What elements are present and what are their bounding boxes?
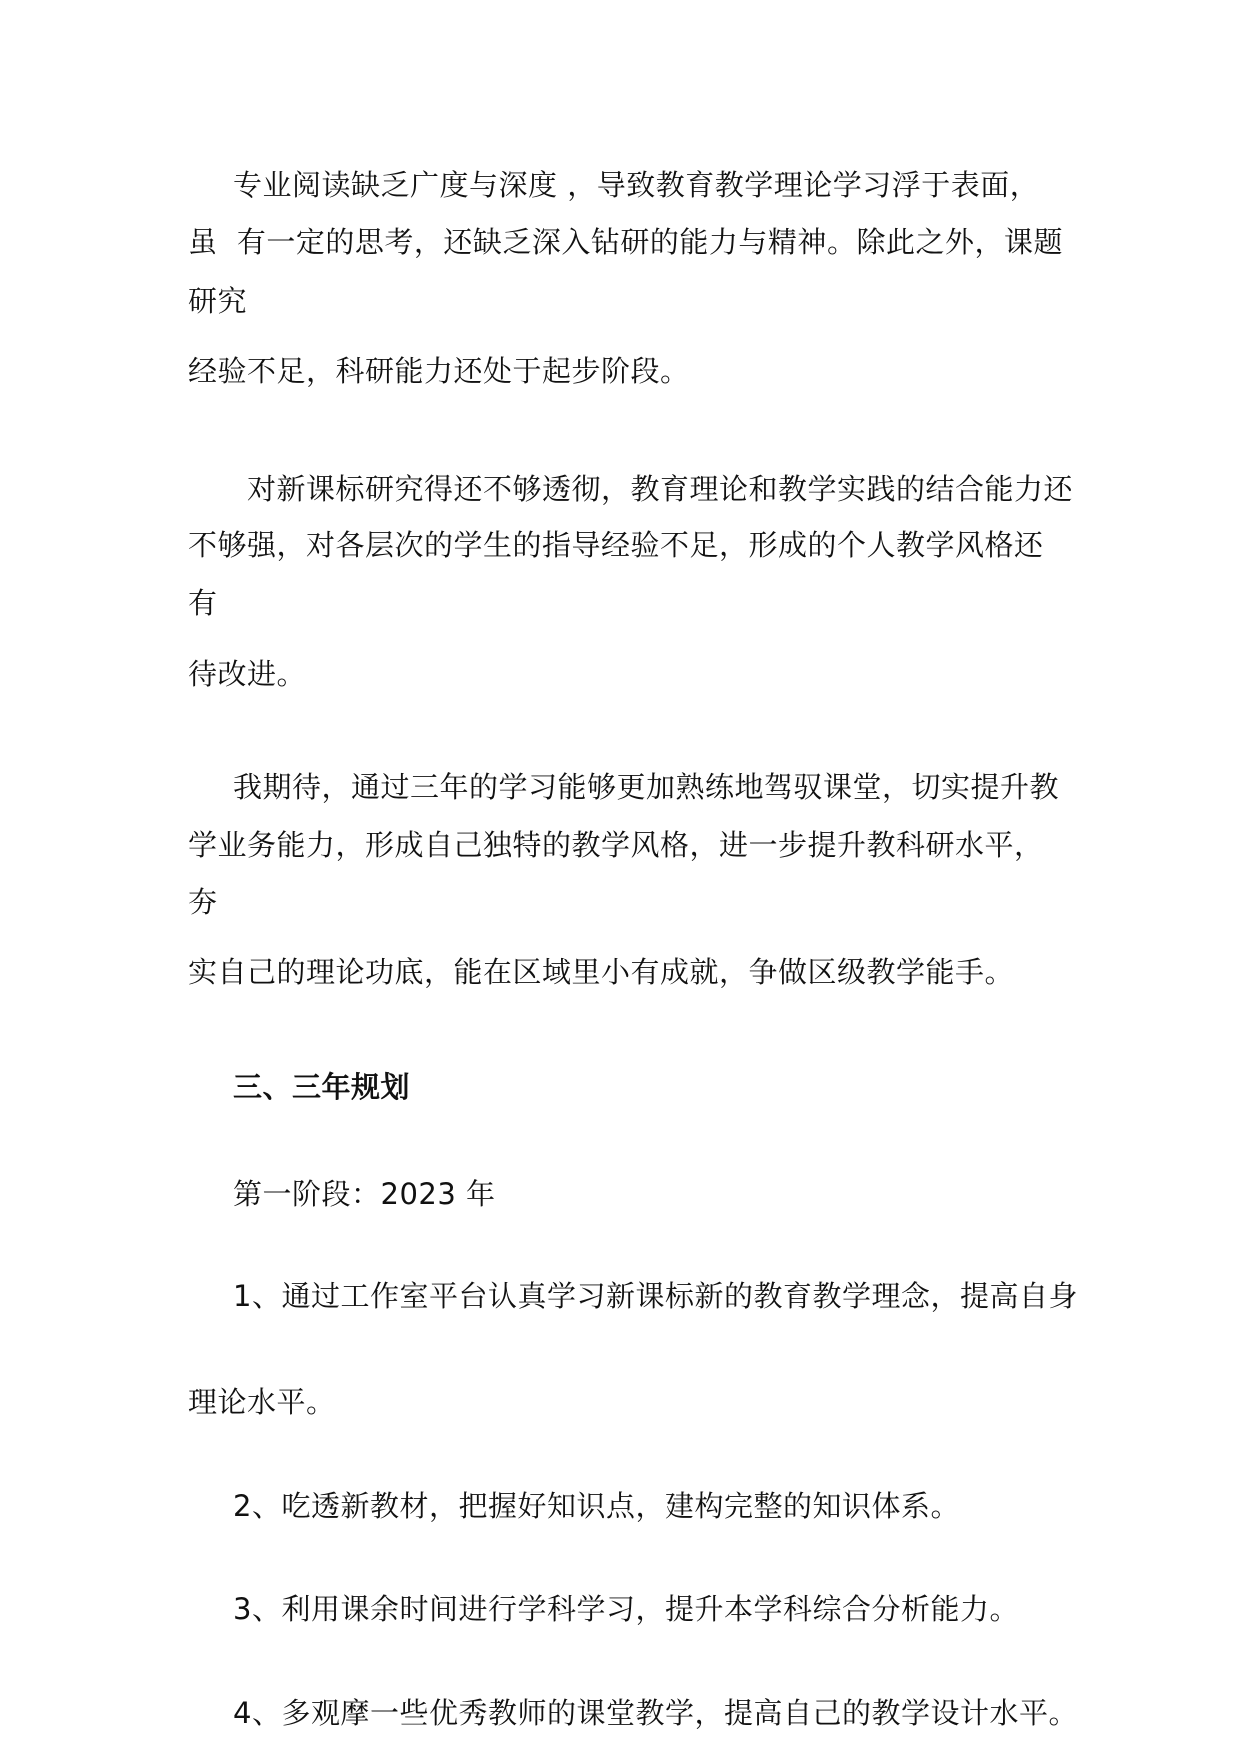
paragraph-2-line-2: 不够强，对各层次的学生的指导经验不足，形成的个人教学风格还 <box>188 528 1044 562</box>
paragraph-2-line-1: 对新课标研究得还不够透彻，教育理论和教学实践的结合能力还 <box>247 472 1074 506</box>
paragraph-1-line-2: 虽 有一定的思考，还缺乏深入钻研的能力与精神。除此之外，课题 <box>188 225 1063 259</box>
stage-title: 第一阶段：2023 年 <box>233 1177 496 1211</box>
section-heading: 三、三年规划 <box>233 1070 411 1104</box>
list-item-4: 4、多观摩一些优秀教师的课堂教学，提高自己的教学设计水平。 <box>233 1696 1078 1730</box>
list-item-1-line-1: 1、通过工作室平台认真学习新课标新的教育教学理念，提高自身 <box>233 1279 1078 1313</box>
paragraph-2-line-4: 待改进。 <box>188 657 307 691</box>
list-item-3: 3、利用课余时间进行学科学习，提升本学科综合分析能力。 <box>233 1592 1019 1626</box>
paragraph-3-line-3: 夯 <box>188 885 218 919</box>
list-item-2: 2、吃透新教材，把握好知识点，建构完整的知识体系。 <box>233 1489 960 1523</box>
paragraph-3-line-1: 我期待，通过三年的学习能够更加熟练地驾驭课堂，切实提升教 <box>233 770 1060 804</box>
paragraph-1-line-4: 经验不足，科研能力还处于起步阶段。 <box>188 354 690 388</box>
paragraph-3-line-4: 实自己的理论功底，能在区域里小有成就，争做区级教学能手。 <box>188 955 1015 989</box>
paragraph-3-line-2: 学业务能力，形成自己独特的教学风格，进一步提升教科研水平， <box>188 828 1044 862</box>
paragraph-2-line-3: 有 <box>188 586 218 620</box>
paragraph-1-line-3: 研究 <box>188 284 248 318</box>
list-item-1-line-2: 理论水平。 <box>188 1385 336 1419</box>
paragraph-1-line-1: 专业阅读缺乏广度与深度 ，导致教育教学理论学习浮于表面， <box>233 168 1040 202</box>
